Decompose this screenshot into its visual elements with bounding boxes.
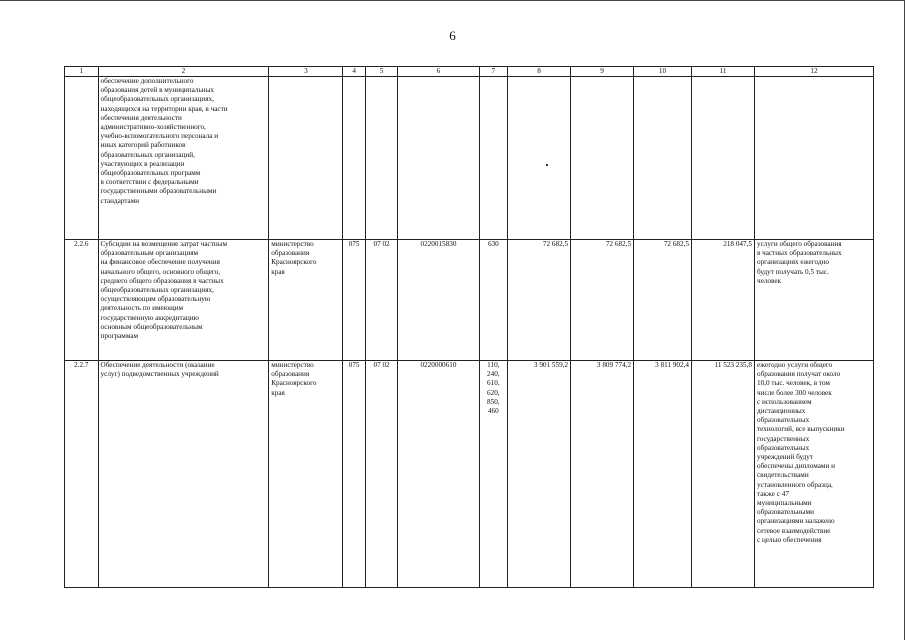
row-total (691, 77, 754, 240)
row-result: ежегодно услуги общего образования получат около 10,0 тыс. человек, в том числе более 300 человек с использованием дистанционных образовательных технологий, все выпускники государственных образовательных учреждений будут обеспечены дипломами и свидетельствами установленного образца, также с 47 муниципальными образовательными организациями налажено сетевое взаимодействие с целью обеспечения (754, 361, 873, 588)
row-executor (269, 77, 343, 240)
col-number: 6 (398, 67, 479, 77)
row-year1: 3 901 559,2 (508, 361, 571, 588)
row-year3 (634, 77, 692, 240)
col-number: 8 (508, 67, 571, 77)
row-name: обеспечение дополнительного образования детей в муниципальных общеобразовательных организациях, находящихся на территории края, в части обеспечения деятельности административно-хозяйственного, учебно-вспомогательного персонала и иных категорий работников образовательных организаций, участвующих в реализации общеобразовательных программ в соответствии с федеральными государственными образовательными стандартами (98, 77, 269, 240)
page-number: 6 (449, 28, 456, 43)
col-number: 2 (98, 67, 269, 77)
row-csr (398, 77, 479, 240)
table-row (65, 361, 874, 588)
row-rzpr: 07 02 (365, 361, 398, 588)
row-year1: 72 682,5 (508, 240, 571, 361)
row-result (754, 77, 873, 240)
row-vr: 110, 240, 610, 620, 850, 460 (479, 361, 507, 588)
row-number: 2.2.7 (65, 361, 99, 588)
row-year2: 72 682,5 (571, 240, 634, 361)
row-year2: 3 809 774,2 (571, 361, 634, 588)
row-name: Обеспечение деятельности (оказание услуг) подведомственных учреждений (98, 361, 269, 588)
table-row (65, 77, 874, 240)
row-year3: 72 682,5 (634, 240, 692, 361)
row-grbs-code (343, 77, 365, 240)
row-total: 11 523 235,8 (691, 361, 754, 588)
row-csr: 0220015830 (398, 240, 479, 361)
row-number (65, 77, 99, 240)
row-grbs-code: 075 (343, 240, 365, 361)
col-number: 5 (365, 67, 398, 77)
col-number: 1 (65, 67, 99, 77)
row-year3: 3 811 902,4 (634, 361, 692, 588)
col-number: 3 (269, 67, 343, 77)
row-rzpr (365, 77, 398, 240)
table-row (65, 240, 874, 361)
row-number: 2.2.6 (65, 240, 99, 361)
row-year2 (571, 77, 634, 240)
col-number: 9 (571, 67, 634, 77)
column-number-row (65, 67, 874, 77)
col-number: 7 (479, 67, 507, 77)
row-vr: 630 (479, 240, 507, 361)
col-number: 11 (691, 67, 754, 77)
row-executor: министерство образования Красноярского края (269, 240, 343, 361)
col-number: 10 (634, 67, 692, 77)
row-rzpr: 07 02 (365, 240, 398, 361)
row-total: 218 047,5 (691, 240, 754, 361)
row-csr: 0220000610 (398, 361, 479, 588)
row-vr (479, 77, 507, 240)
row-year1 (508, 77, 571, 240)
row-name: Субсидии на возмещение затрат частным образовательным организациям на финансовое обеспечение получения начального общего, основного общего, среднего общего образования в частных общеобразовательных организациях, осуществляющим образовательную деятельность по имеющим государственную аккредитацию основным общеобразовательным программам (98, 240, 269, 361)
row-grbs-code: 075 (343, 361, 365, 588)
row-executor: министерство образования Красноярского края (269, 361, 343, 588)
scan-speck (546, 164, 548, 166)
row-result: услуги общего образования в частных образовательных организациях ежегодно будут получать 0,5 тыс. человек (754, 240, 873, 361)
program-table (64, 66, 874, 588)
col-number: 12 (754, 67, 873, 77)
col-number: 4 (343, 67, 365, 77)
